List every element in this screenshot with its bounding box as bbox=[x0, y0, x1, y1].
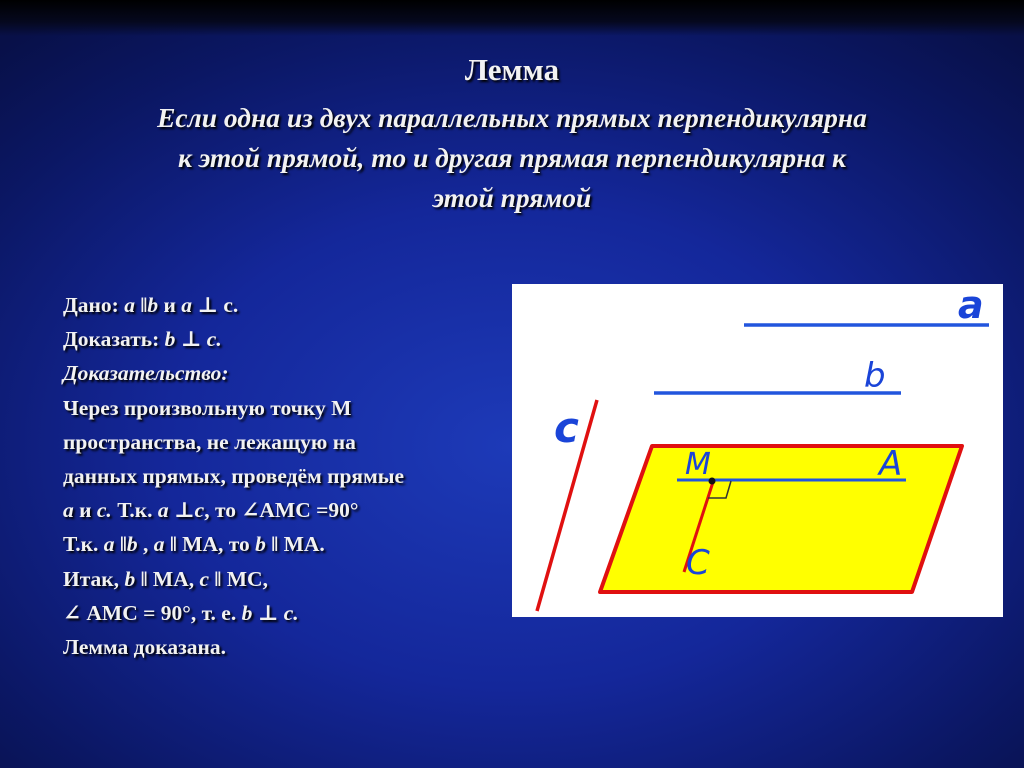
proof-line-conclusion: Итак, b ‖ МА, c ‖ МС, bbox=[63, 566, 268, 591]
label-a: a bbox=[958, 284, 984, 327]
statement-line-1: Если одна из двух параллельных прямых перпендикулярна bbox=[157, 102, 867, 133]
lemma-statement bbox=[40, 98, 984, 218]
geometry-figure bbox=[512, 284, 1003, 617]
statement-line-3: этой прямой bbox=[432, 182, 592, 213]
proof-line-parallel: Т.к. a ‖b , a ‖ МА, то b ‖ МА. bbox=[63, 532, 325, 557]
proof-text-2: пространства, не лежащую на bbox=[63, 429, 356, 454]
statement-line-2: к этой прямой, то и другая прямая перпендикулярна к bbox=[178, 142, 846, 173]
proof-line-angle: a и c. Т.к. a ⊥c, то ∠АМС =90° bbox=[63, 498, 359, 523]
proof-end: Лемма доказана. bbox=[63, 635, 227, 660]
proof-text-1: Через произвольную точку М bbox=[63, 395, 352, 420]
proof-text bbox=[63, 288, 513, 664]
label-M: M bbox=[685, 447, 711, 482]
label-c: c bbox=[554, 403, 579, 452]
top-shade bbox=[0, 0, 1024, 36]
proof-text-3: данных прямых, проведём прямые bbox=[63, 464, 405, 489]
plane bbox=[600, 446, 962, 592]
slide-title: Лемма bbox=[464, 52, 560, 87]
proof-line-result: ∠ АМС = 90°, т. е. b ⊥ c. bbox=[63, 600, 299, 625]
label-b: b bbox=[864, 356, 886, 396]
given-line: Дано: a ‖b и a ⊥ c. bbox=[63, 293, 239, 317]
label-C: C bbox=[686, 543, 710, 583]
proof-label: Доказательство: bbox=[63, 361, 229, 386]
label-A: A bbox=[879, 444, 903, 484]
figure-svg bbox=[512, 284, 1003, 617]
prove-line: Доказать: b ⊥ c. bbox=[63, 327, 222, 352]
